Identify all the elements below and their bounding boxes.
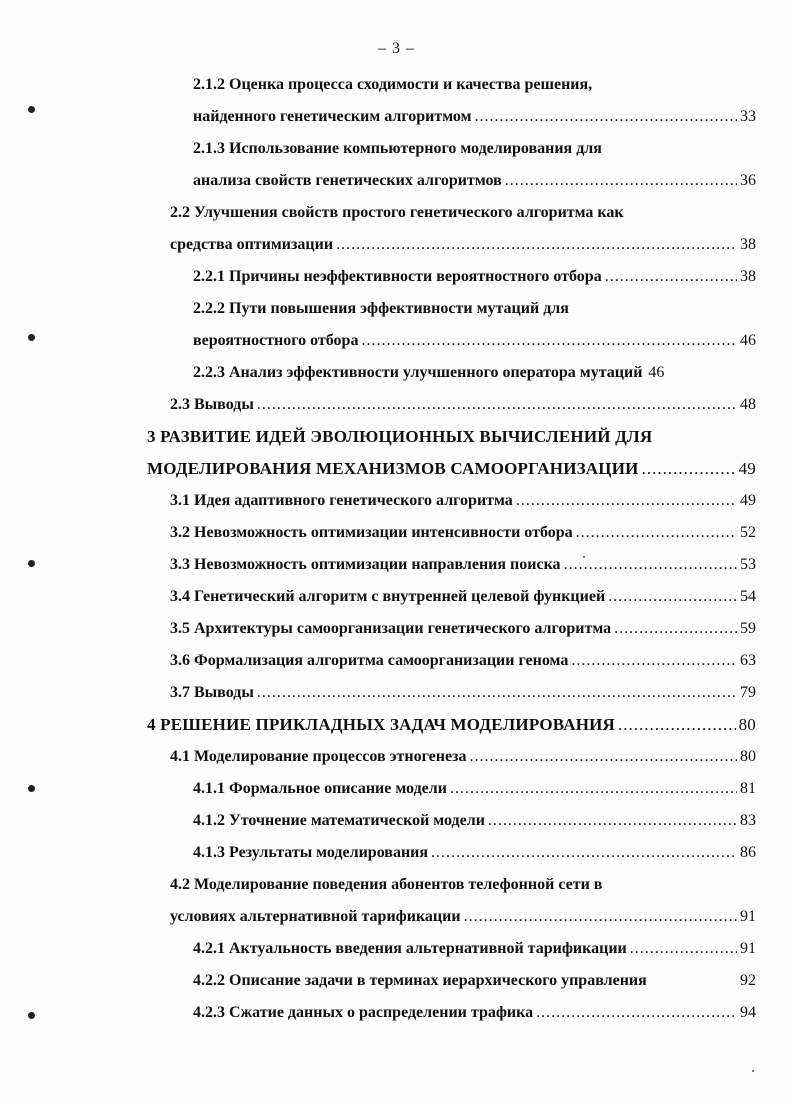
- toc-page: 38: [740, 236, 756, 253]
- toc-page: 59: [740, 620, 756, 637]
- toc-leader: [257, 683, 737, 703]
- toc-text: 3.1 Идея адаптивного генетического алгоритма: [170, 492, 513, 509]
- toc-page: 49: [740, 492, 756, 509]
- toc-line: [193, 299, 569, 321]
- toc-leader: [488, 811, 737, 831]
- toc-text: 3 РАЗВИТИЕ ИДЕЙ ЭВОЛЮЦИОННЫХ ВЫЧИСЛЕНИЙ ДЛЯ: [147, 427, 653, 446]
- punch-hole-dot: [28, 1012, 35, 1019]
- punch-hole-dot: [28, 785, 35, 792]
- toc-line: [170, 875, 602, 897]
- toc-text: 3.6 Формализация алгоритма самоорганизации генома: [170, 652, 569, 669]
- toc-leader: [630, 939, 737, 959]
- toc-page: 94: [740, 1004, 756, 1021]
- toc-line: [147, 715, 756, 737]
- toc-page: 80: [738, 715, 756, 734]
- toc-page: 86: [740, 844, 756, 861]
- toc-text: 3.3 Невозможность оптимизации направления поиска: [170, 556, 561, 573]
- punch-hole-dot: [28, 560, 35, 567]
- toc-page: 48: [740, 396, 756, 413]
- toc-text: 3.2 Невозможность оптимизации интенсивности отбора: [170, 524, 573, 541]
- toc-line: [193, 843, 756, 865]
- toc-text: условиях альтернативной тарификации: [170, 908, 461, 925]
- toc-leader: [336, 235, 737, 255]
- toc-leader: [464, 907, 737, 927]
- toc-text: 4 РЕШЕНИЕ ПРИКЛАДНЫХ ЗАДАЧ МОДЕЛИРОВАНИЯ: [147, 715, 616, 734]
- toc-line: [193, 811, 756, 833]
- page-number: – 3 –: [378, 40, 415, 57]
- toc-page: 80: [740, 748, 756, 765]
- toc-line: [193, 779, 756, 801]
- toc-page: 91: [740, 908, 756, 925]
- toc-page: 46: [648, 364, 665, 381]
- toc-line: [170, 747, 756, 769]
- toc-page: 92: [740, 972, 756, 989]
- toc-page: 79: [740, 684, 756, 701]
- toc-leader: [576, 523, 737, 543]
- toc-line: [193, 331, 756, 353]
- toc-page: 38: [740, 268, 756, 285]
- toc-leader: [608, 587, 737, 607]
- toc-line: [170, 683, 756, 705]
- toc-text: 3.5 Архитектуры самоорганизации генетического алгоритма: [170, 620, 612, 637]
- toc-text: 2.1.3 Использование компьютерного моделирования для: [193, 140, 602, 157]
- toc-text: средства оптимизации: [170, 236, 334, 253]
- toc-page: 63: [740, 652, 756, 669]
- toc-text: вероятностного отбора: [193, 332, 359, 349]
- toc-text: 4.1.1 Формальное описание модели: [193, 780, 447, 797]
- toc-page: 54: [740, 588, 756, 605]
- toc-line: [193, 267, 756, 289]
- toc-line: [193, 1003, 756, 1025]
- toc-text: 2.2 Улучшения свойств простого генетического алгоритма как: [170, 204, 624, 221]
- toc-leader: [614, 619, 737, 639]
- toc-page: 91: [740, 940, 756, 957]
- toc-page: 33: [740, 108, 756, 125]
- toc-page: 52: [740, 524, 756, 541]
- toc-leader: [431, 843, 737, 863]
- toc-leader: [361, 331, 737, 351]
- toc-line: [147, 427, 652, 449]
- toc-line: [193, 139, 602, 161]
- toc-line: [170, 203, 624, 225]
- toc-line: [170, 587, 756, 609]
- toc-text: 4.2.1 Актуальность введения альтернативной тарификации: [193, 940, 627, 957]
- toc-leader: [469, 747, 737, 767]
- toc-line: [170, 235, 756, 257]
- toc-text: МОДЕЛИРОВАНИЯ МЕХАНИЗМОВ САМООРГАНИЗАЦИИ: [147, 459, 639, 478]
- toc-leader: [516, 491, 737, 511]
- toc-text: 2.3 Выводы: [170, 396, 254, 413]
- scan-speck: [752, 1070, 754, 1072]
- toc-page: 83: [740, 812, 756, 829]
- toc-line: [193, 971, 756, 993]
- toc-page: 36: [740, 172, 756, 189]
- toc-text: 2.2.3 Анализ эффективности улучшенного оператора мутаций: [193, 364, 643, 381]
- toc-leader: [564, 555, 737, 575]
- toc-text: 2.1.2 Оценка процесса сходимости и качества решения,: [193, 76, 593, 93]
- toc-leader: [257, 395, 737, 415]
- toc-line: [170, 523, 756, 545]
- toc-line: [170, 491, 756, 513]
- toc-line: [170, 651, 756, 673]
- toc-leader: [536, 1003, 737, 1023]
- toc-line: [170, 395, 756, 417]
- toc-page: 46: [740, 332, 756, 349]
- toc-text: анализа свойств генетических алгоритмов: [193, 172, 502, 189]
- toc-text: 4.2 Моделирование поведения абонентов телефонной сети в: [170, 876, 603, 893]
- toc-leader: [450, 779, 737, 799]
- toc-text: 4.1.2 Уточнение математической модели: [193, 812, 485, 829]
- toc-line: [193, 75, 592, 97]
- toc-text: 2.2.2 Пути повышения эффективности мутаций для: [193, 300, 569, 317]
- punch-hole-dot: [28, 334, 35, 341]
- toc-text: 3.7 Выводы: [170, 684, 254, 701]
- toc-page: 49: [738, 459, 756, 478]
- toc-page: 53: [740, 556, 756, 573]
- toc-line: [170, 619, 756, 641]
- toc-line: [170, 907, 756, 929]
- toc-leader: [505, 171, 737, 191]
- toc-leader: [605, 267, 737, 287]
- toc-page: 81: [740, 780, 756, 797]
- toc-line: [193, 363, 756, 385]
- toc-line: [193, 107, 756, 129]
- toc-text: 2.2.1 Причины неэффективности вероятностного отбора: [193, 268, 602, 285]
- toc-text: найденного генетическим алгоритмом: [193, 108, 472, 125]
- toc-line: [193, 171, 756, 193]
- toc-text: 4.2.3 Сжатие данных о распределении трафика: [193, 1004, 534, 1021]
- toc-line: [193, 939, 756, 961]
- toc-leader: [642, 459, 736, 479]
- toc-text: 4.1 Моделирование процессов этногенеза: [170, 748, 467, 765]
- toc-text: 3.4 Генетический алгоритм с внутренней целевой функцией: [170, 588, 606, 605]
- toc-line: [170, 555, 756, 577]
- toc-leader: [618, 715, 736, 735]
- punch-hole-dot: [28, 106, 35, 113]
- toc-leader: [571, 651, 737, 671]
- toc-text: 4.2.2 Описание задачи в терминах иерархического управления: [193, 972, 647, 989]
- toc-leader: [475, 107, 738, 127]
- toc-line: [147, 459, 756, 481]
- toc-text: 4.1.3 Результаты моделирования: [193, 844, 429, 861]
